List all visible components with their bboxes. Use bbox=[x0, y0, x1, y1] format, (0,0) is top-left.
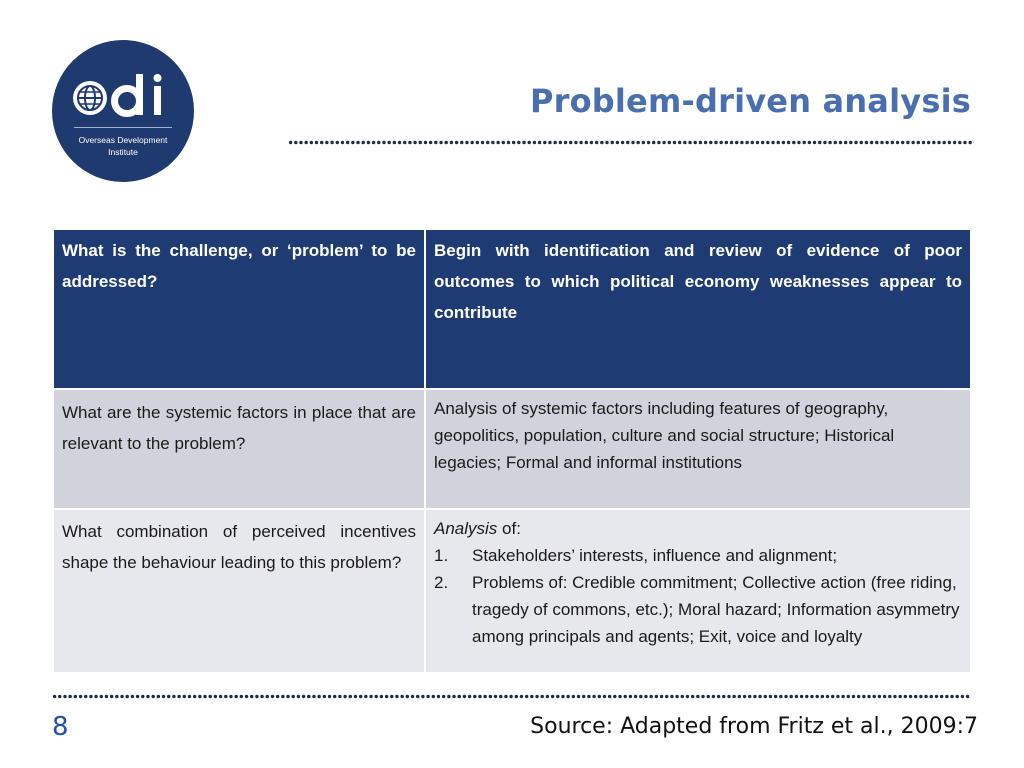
logo-org-line1: Overseas Development bbox=[78, 135, 168, 145]
answer-cell bbox=[425, 509, 971, 673]
list-item-number: 1. bbox=[434, 546, 449, 565]
logo-org-name bbox=[62, 134, 184, 158]
answer-cell: Begin with identification and review of evidence of poor outcomes to which political economy weaknesses appear to contribute bbox=[425, 229, 971, 389]
question-cell: What combination of perceived incentives shape the behaviour leading to this problem? bbox=[53, 509, 425, 673]
answer-intro-rest: of: bbox=[497, 519, 521, 538]
table-row bbox=[53, 389, 971, 509]
question-cell: What is the challenge, or ‘problem’ to be addressed? bbox=[53, 229, 425, 389]
footer-dotted-divider bbox=[52, 694, 970, 699]
list-item-text: Problems of: Credible commitment; Collective action (free riding, tragedy of commons, etc.); Moral hazard; Information asymmetry among principals and agents; Exit, voice and loyalty bbox=[472, 573, 960, 646]
logo-divider bbox=[74, 127, 172, 128]
slide-title: Problem-driven analysis bbox=[529, 82, 971, 120]
list-item bbox=[434, 542, 962, 569]
logo-org-line2: Institute bbox=[108, 147, 138, 157]
table-row bbox=[53, 509, 971, 673]
source-citation: Source: Adapted from Fritz et al., 2009:7 bbox=[530, 714, 978, 739]
list-item bbox=[434, 569, 962, 650]
table-row bbox=[53, 229, 971, 389]
odi-wordmark bbox=[70, 74, 176, 118]
answer-intro-italic: Analysis bbox=[434, 519, 498, 538]
list-item-number: 2. bbox=[434, 573, 449, 592]
answer-list bbox=[434, 542, 962, 650]
analysis-table bbox=[52, 228, 972, 674]
answer-cell: Analysis of systemic factors including features of geography, geopolitics, population, culture and social structure; Historical legacies; Formal and informal institutions bbox=[425, 389, 971, 509]
odi-logo bbox=[52, 40, 194, 182]
list-item-text: Stakeholders’ interests, influence and alignment; bbox=[472, 546, 838, 565]
answer-intro bbox=[434, 515, 962, 542]
title-dotted-divider bbox=[288, 140, 974, 145]
question-cell: What are the systemic factors in place that are relevant to the problem? bbox=[53, 389, 425, 509]
page-number: 8 bbox=[52, 712, 69, 742]
